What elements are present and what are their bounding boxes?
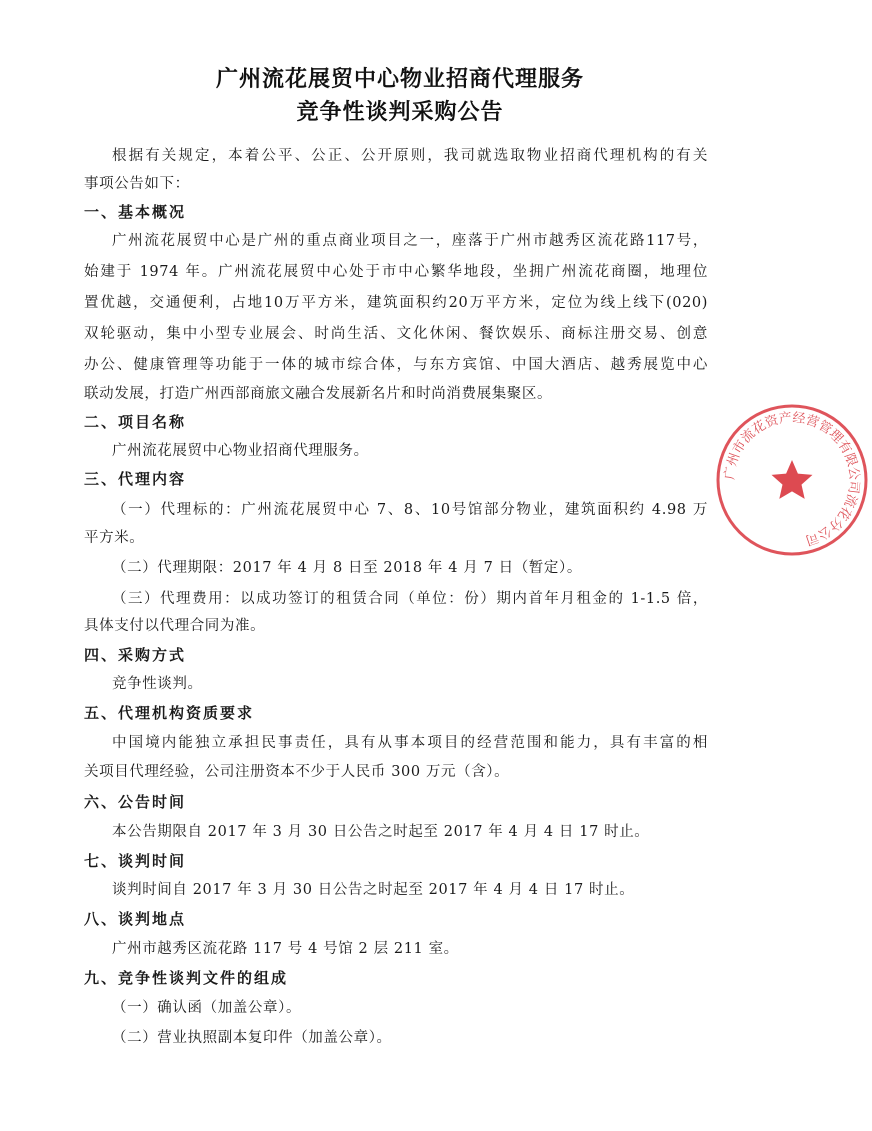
section-5-line-1: 中国境内能独立承担民事责任，具有从事本项目的经营范围和能力，具有丰富的相 [112,735,708,751]
section-1-line-3: 置优越，交通便利，占地10万平方米，建筑面积约20万平方米，定位为线上线下(020) [84,295,708,311]
section-2-line-1: 广州流花展贸中心物业招商代理服务。 [112,443,369,459]
section-1-line-5: 办公、健康管理等功能于一体的城市综合体，与东方宾馆、中国大酒店、越秀展览中心 [84,357,708,373]
section-1-line-6: 联动发展，打造广州西部商旅文融合发展新名片和时尚消费展集聚区。 [84,386,553,402]
section-8-heading: 八、谈判地点 [84,910,187,928]
seal-text: 广州市流花资产经营管理有限公司流花分公司 [722,410,862,548]
intro-line-2: 事项公告如下： [84,176,190,192]
section-7-line-1: 谈判时间自 2017 年 3 月 30 日公告之时起至 2017 年 4 月 4 日 17 时止。 [112,882,635,898]
intro-line-1: 根据有关规定，本着公平、公正、公开原则，我司就选取物业招商代理机构的有关 [112,148,708,164]
section-9-line-1: （一）确认函（加盖公章）。 [112,1000,302,1016]
document-title-line1: 广州流花展贸中心物业招商代理服务 [215,67,584,92]
section-6-line-1: 本公告期限自 2017 年 3 月 30 日公告之时起至 2017 年 4 月 4 日 17 时止。 [112,824,650,840]
section-1-line-2: 始建于 1974 年。广州流花展贸中心处于市中心繁华地段，坐拥广州流花商圈，地理位 [84,264,708,280]
section-5-heading: 五、代理机构资质要求 [84,704,255,722]
section-9-heading: 九、竞争性谈判文件的组成 [84,969,289,987]
section-1-line-4: 双轮驱动，集中小型专业展会、时尚生活、文化休闲、餐饮娱乐、商标注册交易、创意 [84,326,708,342]
section-3-line-4: （三）代理费用：以成功签订的租赁合同（单位：份）期内首年月租金的 1-1.5 倍， [112,591,708,607]
section-6-heading: 六、公告时间 [84,793,187,811]
section-3-heading: 三、代理内容 [84,470,187,488]
section-8-line-1: 广州市越秀区流花路 117 号 4 号馆 2 层 211 室。 [112,941,459,957]
section-1-line-1: 广州流花展贸中心是广州的重点商业项目之一，座落于广州市越秀区流花路117号， [112,233,708,249]
section-3-line-3: （二）代理期限：2017 年 4 月 8 日至 2018 年 4 月 7 日（暂定）。 [112,560,582,576]
section-1-heading: 一、基本概况 [84,203,187,221]
section-9-line-2: （二）营业执照副本复印件（加盖公章）。 [112,1030,392,1046]
section-3-line-5: 具体支付以代理合同为准。 [84,618,266,634]
section-5-line-2: 关项目代理经验，公司注册资本不少于人民币 300 万元（含）。 [84,764,510,780]
section-7-heading: 七、谈判时间 [84,852,187,870]
seal-star-icon [772,460,813,499]
section-3-line-1: （一）代理标的：广州流花展贸中心 7、8、10号馆部分物业，建筑面积约 4.98 万 [112,502,708,518]
section-4-line-1: 竞争性谈判。 [112,676,203,692]
company-seal [712,400,872,560]
document-title-line2: 竞争性谈判采购公告 [296,100,504,125]
section-3-line-2: 平方米。 [84,530,145,546]
section-2-heading: 二、项目名称 [84,413,187,431]
section-4-heading: 四、采购方式 [84,646,187,664]
